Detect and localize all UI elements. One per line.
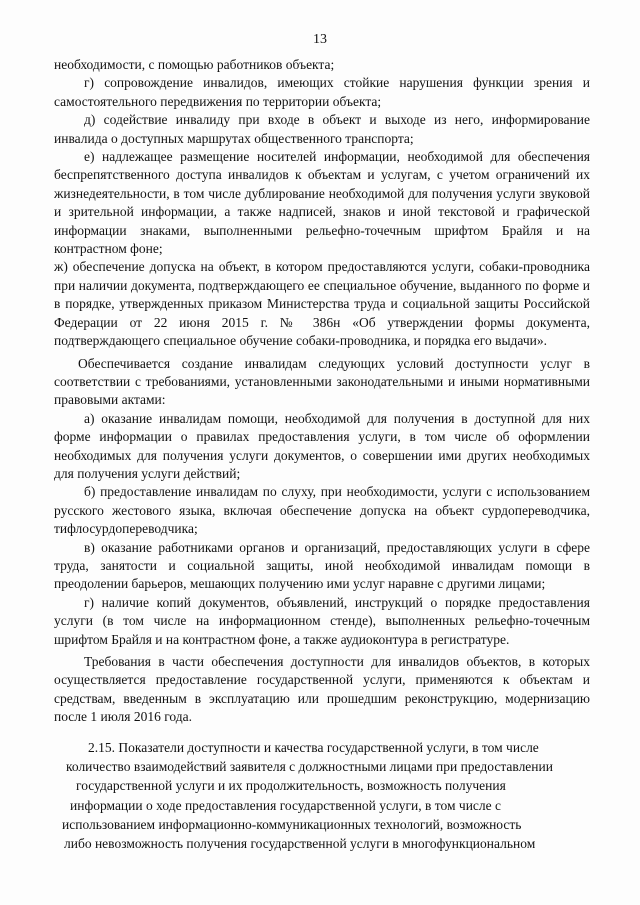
paragraph-item-a: а) оказание инвалидам помощи, необходимой для получения в доступной для них форме информации о правилах предоставления услуги, в том числе об оформлении необходимых для получения услуги документов, о совершении ими других необходимых для получения услуги действий; bbox=[54, 410, 590, 481]
page-number: 13 bbox=[313, 32, 327, 47]
section-2-15-line: использованием информационно-коммуникационных технологий, возможность bbox=[62, 817, 522, 832]
paragraph-item-g2: г) наличие копий документов, объявлений, инструкций о порядке предоставления услуги (в том числе на информационном стенде), выполненных рельефно-точечным шрифтом Брайля и на контрастном фоне, а также аудиоконтура в регистратуре. bbox=[54, 594, 590, 647]
paragraph-item-zh: ж) обеспечение допуска на объект, в котором предоставляются услуги, собаки-проводника при наличии документа, подтверждающего ее специальное обучение, выданного по форме и в порядке, утвержденных приказом Министерства труда и социальной защиты Российской Федерации от 22 июня 2015 г. № 386н «Об утверждении формы документа, подтверждающего специальное обучение собаки-проводника, и порядка его выдачи». bbox=[54, 259, 590, 349]
section-2-15-line: информации о ходе предоставления государственной услуги, в том числе с bbox=[70, 798, 502, 813]
paragraph-accessibility-conditions: Обеспечивается создание инвалидам следующих условий доступности услуг в соответствии с требованиями, установленными законодательными и иными нормативными правовыми актами: bbox=[54, 355, 590, 408]
paragraph-continuation: необходимости, с помощью работников объекта; bbox=[54, 57, 335, 72]
paragraph-item-d: д) содействие инвалиду при входе в объект и выходе из него, информирование инвалида о доступных маршрутах общественного транспорта; bbox=[54, 112, 590, 146]
paragraph-requirements: Требования в части обеспечения доступности для инвалидов объектов, в которых осуществляется предоставление государственной услуги, применяются к объектам и средствам, введенным в эксплуатацию или прошедшим реконструкцию, модернизацию после 1 июля 2016 года. bbox=[54, 654, 590, 725]
section-2-15-line: 2.15. Показатели доступности и качества государственной услуги, в том числе bbox=[88, 740, 539, 755]
document-body bbox=[54, 56, 590, 727]
paragraph-item-v: в) оказание работниками органов и организаций, предоставляющих услуги в сфере труда, занятости и социальной защиты, иной необходимой инвалидам помощи в преодолении барьеров, мешающих получению ими услуг наравне с другими лицами; bbox=[54, 539, 590, 592]
paragraph-item-b: б) предоставление инвалидам по слуху, при необходимости, услуги с использованием русского жестового языка, включая обеспечение допуска на объект сурдопереводчика, тифлосурдопереводчика; bbox=[54, 484, 590, 537]
paragraph-item-e: е) надлежащее размещение носителей информации, необходимой для обеспечения беспрепятственного доступа инвалидов к объектам и услугам, с учетом ограничений их жизнедеятельности, в том числе дублирование необходимой для получения услуги звуковой и зрительной информации, а также надписей, знаков и иной текстовой и графической информации знаками, выполненными рельефно-точечным шрифтом Брайля и на контрастном фоне; bbox=[54, 149, 590, 257]
section-2-15-line: количество взаимодействий заявителя с должностными лицами при предоставлении bbox=[66, 759, 553, 774]
paragraph-item-g: г) сопровождение инвалидов, имеющих стойкие нарушения функции зрения и самостоятельного передвижения по территории объекта; bbox=[54, 75, 590, 109]
section-2-15-line: либо невозможность получения государственной услуги в многофункциональном bbox=[64, 836, 536, 851]
section-2-15-line: государственной услуги и их продолжительность, возможность получения bbox=[76, 778, 506, 793]
